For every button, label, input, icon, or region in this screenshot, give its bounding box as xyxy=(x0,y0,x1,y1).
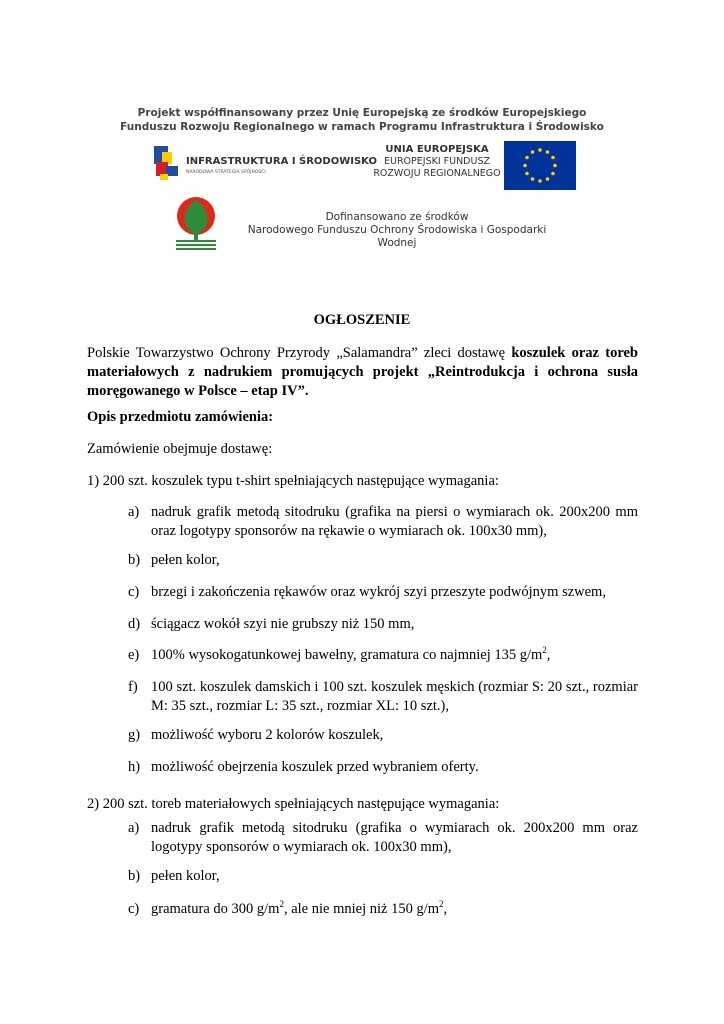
list-item-text-after: , xyxy=(443,901,448,917)
eu-line-3: ROZWOJU REGIONALNEGO xyxy=(373,168,501,179)
list-item-text: pełen kolor, xyxy=(151,868,220,884)
infrastruktura-logo xyxy=(152,140,377,188)
list-item xyxy=(128,646,638,665)
document-title: OGŁOSZENIE xyxy=(313,312,411,328)
list-item-text: nadruk grafik metodą sitodruku (grafika o wymiarach ok. 200x200 mm oraz logotypy sponsorów o wymiarach ok. 100x30 mm), xyxy=(151,820,638,855)
item-2-heading: 2) 200 szt. toreb materiałowych spełniających następujące wymagania: xyxy=(87,796,500,812)
list-item xyxy=(128,615,638,634)
list-item xyxy=(128,583,638,602)
list-item-label: a) xyxy=(128,504,140,520)
section-heading: Opis przedmiotu zamówienia: xyxy=(87,409,274,425)
eu-flag-icon xyxy=(504,141,576,190)
eu-title: UNIA EUROPEJSKA xyxy=(385,144,489,155)
list-item-label: a) xyxy=(128,820,140,836)
list-item-text: pełen kolor, xyxy=(151,552,220,568)
list-item-text: nadruk grafik metodą sitodruku (grafika na piersi o wymiarach ok. 200x200 mm oraz logotypy sponsorów na rękawie o wymiarach ok. 100x30 mm), xyxy=(151,504,638,539)
list-item-text: ściągacz wokół szyi nie grubszy niż 150 mm, xyxy=(151,616,415,632)
list-item xyxy=(128,900,638,919)
funding-line-1: Projekt współfinansowany przez Unię Europejską ze środków Europejskiego xyxy=(137,107,587,119)
nfos-line-1: Dofinansowano ze środków xyxy=(325,211,469,223)
list-item-text: brzegi i zakończenia rękawów oraz wykrój szyi przeszyte podwójnym szwem, xyxy=(151,584,606,600)
list-item-text xyxy=(151,646,638,665)
list-item-text-part2: , ale nie mniej niż 150 g/m xyxy=(283,901,440,917)
nfos-line-2: Narodowego Funduszu Ochrony Środowiska i Gospodarki Wodnej xyxy=(247,224,547,249)
list-item xyxy=(128,867,638,886)
nfosigw-logo-icon xyxy=(170,196,222,250)
superscript: 2 xyxy=(542,645,547,656)
intro-paragraph xyxy=(87,344,638,401)
eu-line-2: EUROPEJSKI FUNDUSZ xyxy=(384,156,490,167)
list-item-label: g) xyxy=(128,727,141,743)
list-item-label: c) xyxy=(128,584,140,600)
list-item-label: b) xyxy=(128,868,141,884)
infrastruktura-title: INFRASTRUKTURA I ŚRODOWISKO xyxy=(186,156,377,167)
list-item xyxy=(128,503,638,541)
list-item-label: b) xyxy=(128,552,141,568)
funding-line-2: Funduszu Rozwoju Regionalnego w ramach Programu Infrastruktura i Środowisko xyxy=(120,121,604,133)
list-item xyxy=(128,678,638,716)
nfosigw-text xyxy=(236,211,558,250)
superscript: 2 xyxy=(279,899,284,910)
list-item xyxy=(128,726,638,745)
infrastruktura-emblem-icon xyxy=(152,142,182,186)
list-item-label: c) xyxy=(128,901,140,917)
funding-note xyxy=(0,106,724,134)
list-item-label: f) xyxy=(128,679,138,695)
list-item-text-after: , xyxy=(546,647,551,663)
eu-text-block xyxy=(373,144,501,180)
infrastruktura-subtitle: NARODOWA STRATEGIA SPÓJNOŚCI xyxy=(186,170,266,175)
list-item-text xyxy=(151,900,638,919)
list-item xyxy=(128,551,638,570)
intro-bold-text: koszulek oraz toreb materiałowych z nadrukiem promujących projekt „Reintrodukcja i ochrona susła moręgowanego w Polsce – etap IV”. xyxy=(87,345,638,399)
superscript: 2 xyxy=(439,899,444,910)
list-item-text: możliwość obejrzenia koszulek przed wybraniem oferty. xyxy=(151,759,479,775)
list-item-text-main: 100% wysokogatunkowej bawełny, gramatura co najmniej 135 g/m xyxy=(151,647,543,663)
list-item-label: h) xyxy=(128,759,141,775)
intro-text: Polskie Towarzystwo Ochrony Przyrody „Salamandra” zleci dostawę xyxy=(87,345,512,361)
list-item xyxy=(128,758,638,777)
scope-paragraph: Zamówienie obejmuje dostawę: xyxy=(87,441,273,457)
list-item-text: 100 szt. koszulek damskich i 100 szt. koszulek męskich (rozmiar S: 20 szt., rozmiar M: 35 szt., rozmiar L: 35 szt., rozmiar XL: 10 szt.), xyxy=(151,679,638,714)
list-item-text: możliwość wyboru 2 kolorów koszulek, xyxy=(151,727,384,743)
list-item-label: d) xyxy=(128,616,141,632)
list-item-label: e) xyxy=(128,647,140,663)
item-1-heading: 1) 200 szt. koszulek typu t-shirt spełniających następujące wymagania: xyxy=(87,473,499,489)
list-item-text-part1: gramatura do 300 g/m xyxy=(151,901,280,917)
list-item xyxy=(128,819,638,857)
